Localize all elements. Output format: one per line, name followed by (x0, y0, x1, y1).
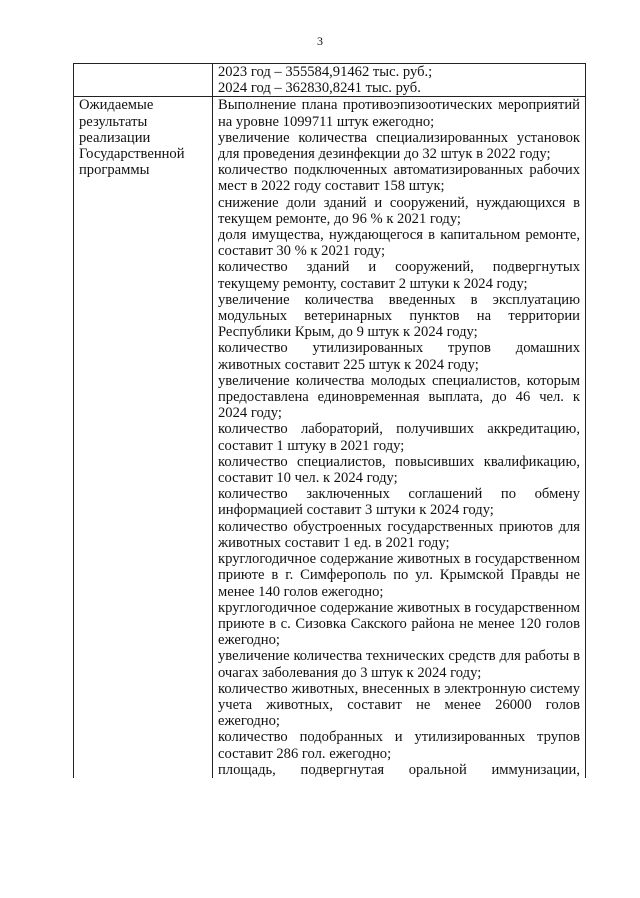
results-row (74, 97, 586, 778)
results-row-label (74, 97, 213, 778)
result-item: увеличение количества технических средств для работы в очагах заболевания до 3 штук к 2024 году; (218, 648, 580, 681)
page-number: 3 (317, 34, 323, 48)
result-item: увеличение количества введенных в эксплуатацию модульных ветеринарных пунктов на территории Республики Крым, до 9 штук к 2024 году; (218, 291, 580, 341)
result-item: количество лабораторий, получивших аккредитацию, составит 1 штуку в 2021 году; (218, 421, 580, 454)
result-item: Выполнение плана противоэпизоотических мероприятий на уровне 1099711 штук ежегодно; (218, 97, 580, 130)
result-item: количество подобранных и утилизированных трупов составит 286 гол. ежегодно; (218, 729, 580, 762)
result-item: количество животных, внесенных в электронную систему учета животных, составит не менее 26000 голов ежегодно; (218, 680, 580, 730)
finance-line-2024: 2024 год – 362830,8241 тыс. руб. (218, 80, 421, 97)
label-line: программы (79, 162, 150, 179)
finance-line-2023: 2023 год – 355584,91462 тыс. руб.; (218, 64, 433, 80)
label-line: результаты (79, 113, 148, 130)
label-line: Государственной (79, 146, 185, 163)
result-item: увеличение количества специализированных установок для проведения дезинфекции до 32 штук в 2022 году; (218, 129, 580, 163)
finance-row (74, 64, 586, 97)
finance-row-label (74, 64, 213, 97)
result-item: количество подключенных автоматизированных рабочих мест в 2022 году составит 158 штук; (218, 162, 580, 195)
result-item: количество заключенных соглашений по обмену информацией составит 3 штуки к 2024 году; (218, 486, 580, 519)
result-item: количество утилизированных трупов домашних животных составит 225 штук к 2024 году; (218, 340, 580, 373)
result-item: доля имущества, нуждающегося в капитальном ремонте, составит 30 % к 2021 году; (218, 227, 580, 260)
program-passport-table (73, 63, 586, 778)
label-line: реализации (79, 129, 151, 146)
results-list (213, 97, 586, 778)
result-item: снижение доли зданий и сооружений, нуждающихся в текущем ремонте, до 96 % к 2021 году; (218, 194, 580, 227)
finance-row-values (213, 64, 586, 97)
result-item: круглогодичное содержание животных в государственном приюте в г. Симферополь по ул. Крымской Правды не менее 140 голов ежегодно; (218, 551, 580, 600)
result-item: площадь, подвергнутая оральной иммунизации, (218, 761, 580, 778)
result-item: количество специалистов, повысивших квалификацию, составит 10 чел. к 2024 году; (218, 453, 580, 487)
result-item: количество зданий и сооружений, подвергнутых текущему ремонту, составит 2 штуки к 2024 году; (218, 259, 580, 292)
result-item: круглогодичное содержание животных в государственном приюте в с. Сизовка Сакского района не менее 120 голов ежегодно; (218, 599, 580, 649)
result-item: количество обустроенных государственных приютов для животных составит 1 ед. в 2021 году; (218, 518, 580, 551)
result-item: увеличение количества молодых специалистов, которым предоставлена единовременная выплата, до 46 чел. к 2024 году; (218, 372, 580, 422)
label-line: Ожидаемые (79, 97, 154, 114)
